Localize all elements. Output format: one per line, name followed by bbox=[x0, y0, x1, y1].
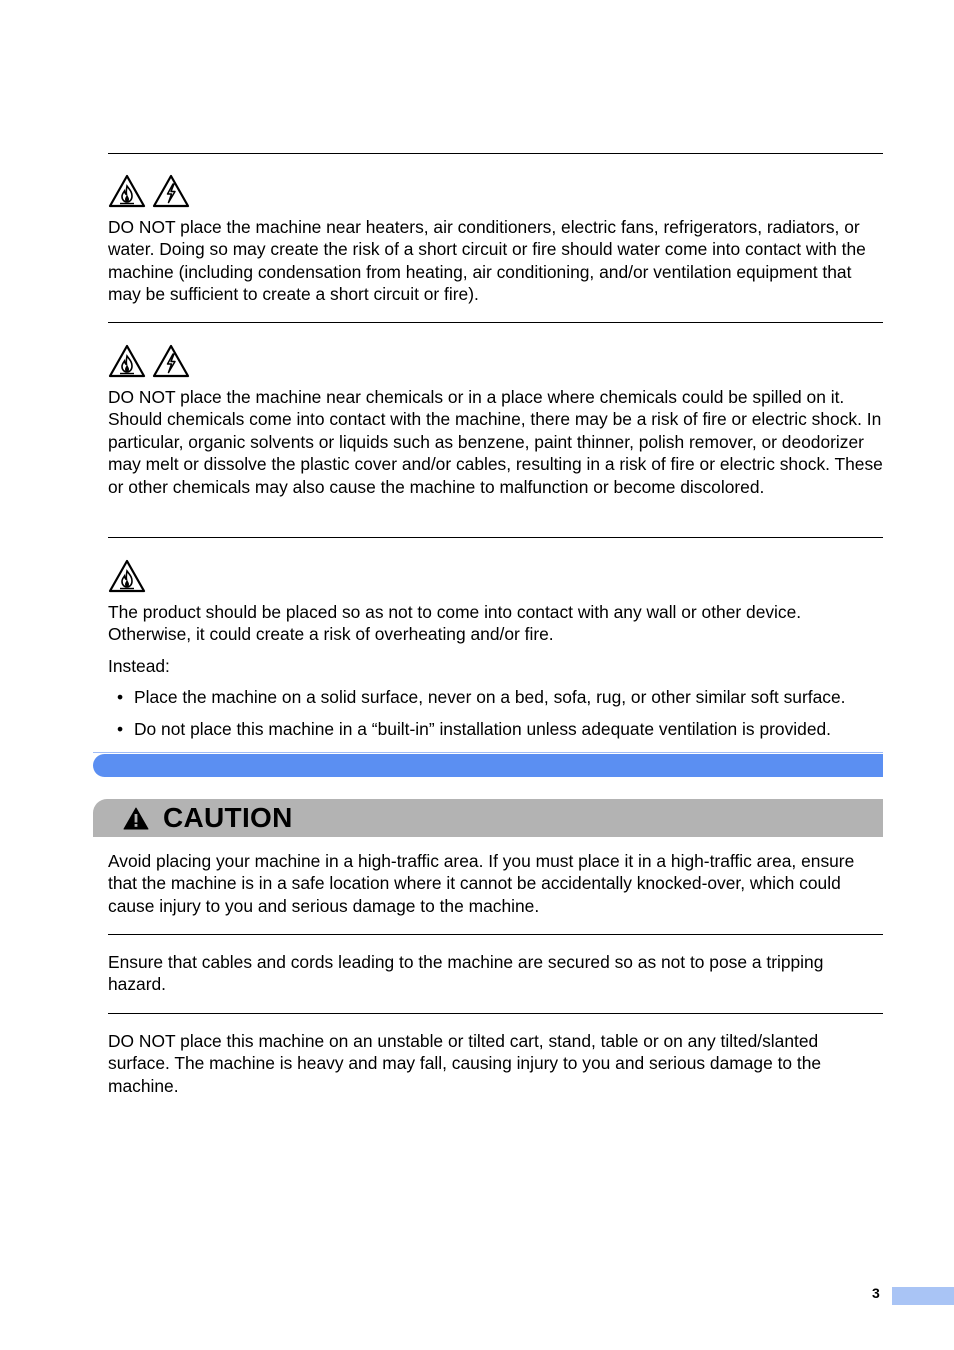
page-tab-marker bbox=[892, 1287, 954, 1305]
caution-title: CAUTION bbox=[163, 802, 293, 833]
bullet-icon: • bbox=[117, 687, 124, 707]
list-item bbox=[108, 686, 898, 708]
bullet-icon: • bbox=[117, 719, 124, 739]
caution-text: DO NOT place this machine on an unstable or tilted cart, stand, table or on any tilted/slanted surface. The machine is heavy and may fall, causing injury to you and serious damage to the machine. bbox=[108, 1031, 822, 1096]
instead-label: Instead: bbox=[108, 656, 170, 676]
list-item bbox=[108, 718, 898, 740]
electric-shock-warning-icon bbox=[152, 174, 190, 208]
list-item-text: Do not place this machine in a “built-in” installation unless adequate ventilation is provided. bbox=[134, 719, 831, 739]
section-divider bbox=[108, 153, 883, 154]
caution-header bbox=[93, 799, 883, 837]
warning-text: DO NOT place the machine near chemicals or in a place where chemicals could be spilled on it. Should chemicals come into contact with the machine, there may be a risk of fire or electric shock. In particular, organic solvents or liquids such as benzene, paint thinner, polish remover, or deodorizer may melt or dissolve the plastic cover and/or cables, resulting in a risk of fire or electric shock. These or other chemicals may also cause the machine to malfunction or become discolored. bbox=[108, 387, 883, 497]
warning-text: The product should be placed so as not to come into contact with any wall or other device. Otherwise, it could create a risk of overheating and/or fire. bbox=[108, 602, 802, 645]
list-item-text: Place the machine on a solid surface, never on a bed, sofa, rug, or other similar soft surface. bbox=[134, 687, 846, 707]
warning-icons bbox=[108, 344, 190, 378]
section-divider bbox=[108, 537, 883, 538]
fire-warning-icon bbox=[108, 344, 146, 378]
caution-text: Avoid placing your machine in a high-traffic area. If you must place it in a high-traffic area, ensure that the machine is in a safe location where it cannot be accidentally knocked-over, which could cause injury to you and serious damage to the machine. bbox=[108, 851, 855, 916]
page-number: 3 bbox=[872, 1285, 880, 1301]
warning-text: DO NOT place the machine near heaters, air conditioners, electric fans, refrigerators, radiators, or water. Doing so may create the risk of a short circuit or fire should water come into contact with the machine (including condensation from heating, air conditioning, and/or ventilation equipment that may be sufficient to create a short circuit or fire). bbox=[108, 217, 866, 305]
section-divider bbox=[108, 322, 883, 323]
blue-bar-edge bbox=[93, 752, 883, 753]
caution-triangle-icon bbox=[123, 807, 149, 835]
warning-icons bbox=[108, 559, 146, 593]
electric-shock-warning-icon bbox=[152, 344, 190, 378]
section-divider bbox=[108, 1013, 883, 1014]
section-end-bar bbox=[93, 754, 883, 777]
warning-icons bbox=[108, 174, 190, 208]
fire-warning-icon bbox=[108, 559, 146, 593]
caution-text: Ensure that cables and cords leading to the machine are secured so as not to pose a tripping hazard. bbox=[108, 952, 824, 995]
section-divider bbox=[108, 934, 883, 935]
fire-warning-icon bbox=[108, 174, 146, 208]
